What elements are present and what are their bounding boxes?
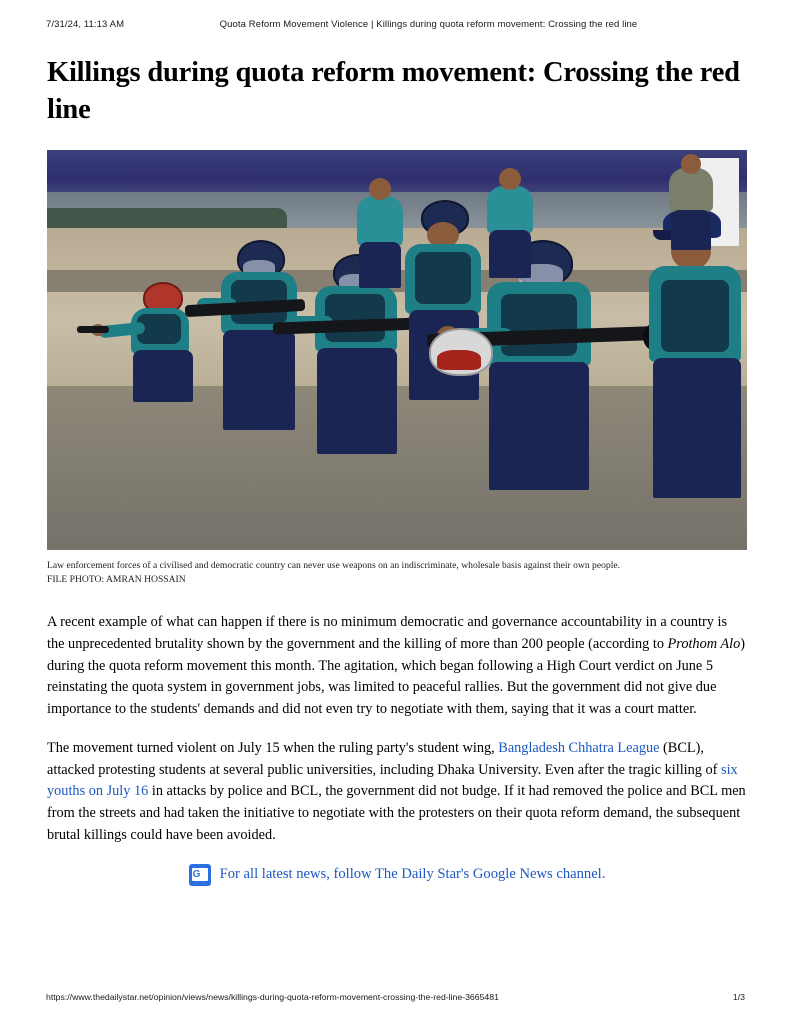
article-photo xyxy=(47,150,747,550)
paragraph-2-part-a: The movement turned violent on July 15 when the ruling party's student wing, xyxy=(47,739,499,756)
paragraph-2-part-b: (BCL), attacked protesting students at several public universities, including Dhaka University. Even after the tragic killing of xyxy=(47,739,722,778)
print-footer xyxy=(46,992,745,1002)
link-bangladesh-chhatra-league[interactable]: Bangladesh Chhatra League xyxy=(498,739,660,756)
footer-page-number: 1/3 xyxy=(732,992,745,1002)
paragraph-1 xyxy=(47,612,747,721)
photo-bystander-1 xyxy=(347,178,417,288)
photo-credit: FILE PHOTO: AMRAN HOSSAIN xyxy=(47,573,186,585)
photo-bystander-3 xyxy=(659,154,729,250)
link-six-youths-july-16[interactable]: six youths on July 16 xyxy=(47,761,738,800)
google-news-icon xyxy=(189,864,211,886)
photo-helmet-on-ground xyxy=(425,328,495,390)
photo-bystander-2 xyxy=(477,168,547,278)
photo-officer-6 xyxy=(637,208,747,498)
paragraph-1-part-a: A recent example of what can happen if there is no minimum democratic and governance accountability in a country is the unprecedented brutality shown by the government and the killing of more than 200 people (according to xyxy=(47,614,728,653)
paragraph-1-emphasis: Prothom Alo xyxy=(667,636,741,653)
google-news-link[interactable]: For all latest news, follow The Daily Star's Google News channel. xyxy=(219,866,606,882)
page-title: Killings during quota reform movement: Crossing the red line xyxy=(47,57,740,126)
footer-url: https://www.thedailystar.net/opinion/views/news/killings-during-quota-reform-movement-crossing-the-red-line-3665481 xyxy=(46,992,499,1002)
photo-caption xyxy=(47,559,747,586)
google-news-promo[interactable] xyxy=(47,864,747,886)
paragraph-2-part-c: in attacks by police and BCL, the government did not budge. If it had removed the police and BCL men from the streets and had taken the initiative to negotiate with the protesters on their quota reform demand, the subsequent brutal killings could have been avoided. xyxy=(47,783,746,843)
paragraph-1-part-b: ) during the quota reform movement this month. The agitation, which began following a High Court verdict on June 5 reinstating the quota system in government jobs, was limited to peaceful rallies. But the government did not give due importance to the students' demands and did not even try to negotiate with them, saying that it was a court matter. xyxy=(47,636,745,718)
article-body xyxy=(47,612,747,846)
print-page-title: Quota Reform Movement Violence | Killings during quota reform movement: Crossing the red line xyxy=(219,19,638,30)
photo-illustration xyxy=(47,150,747,550)
photo-caption-text: Law enforcement forces of a civilised and democratic country can never use weapons on an indiscriminate, wholesale basis against their own people. xyxy=(47,560,621,572)
print-header xyxy=(46,0,745,30)
print-date: 7/31/24, 11:13 AM xyxy=(46,19,125,30)
paragraph-2 xyxy=(47,738,747,847)
